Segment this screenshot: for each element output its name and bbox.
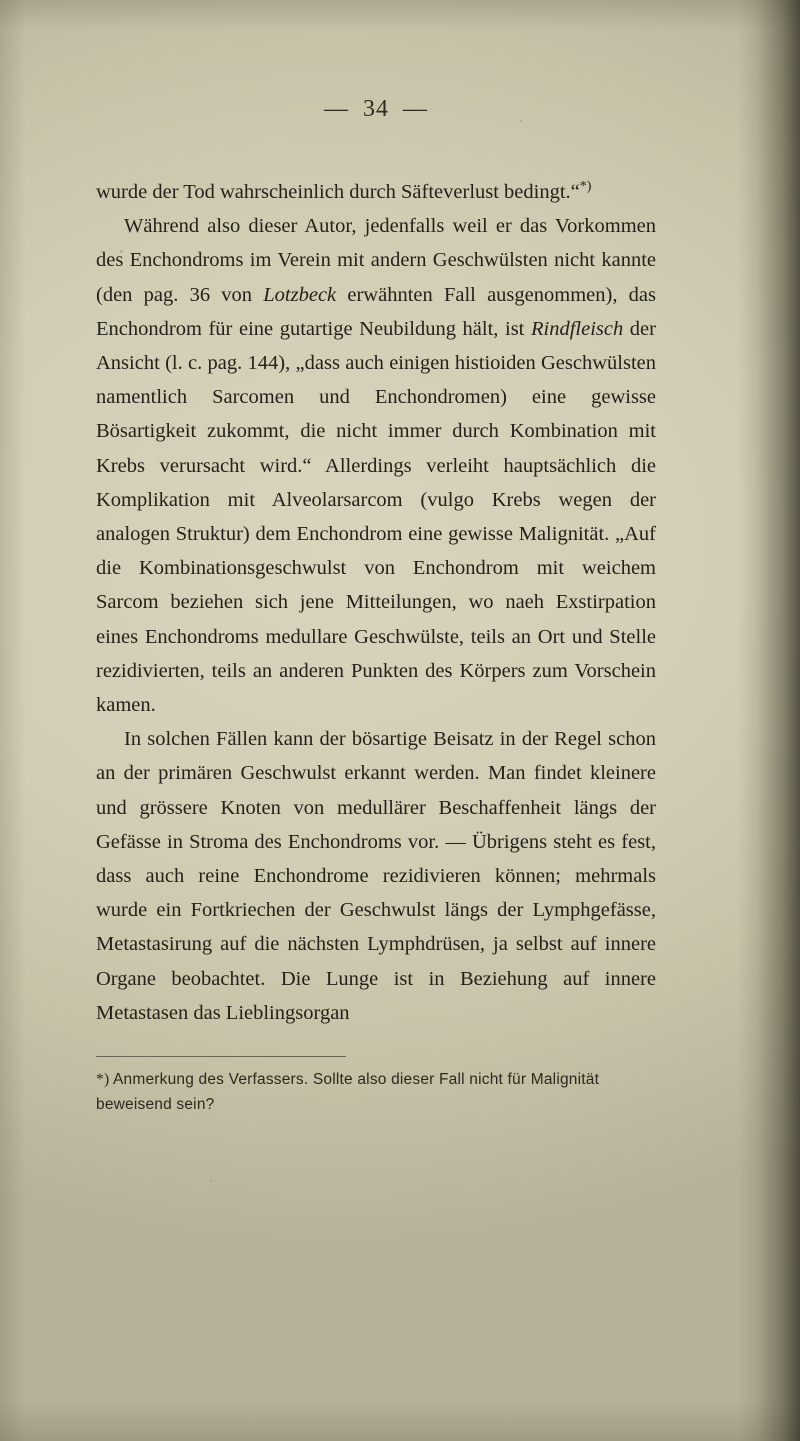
page-top-shadow xyxy=(0,0,800,30)
page-bottom-shadow xyxy=(0,1401,800,1441)
paragraph-2-mid2: der Ansicht (l. c. pag. 144), „dass auch einigen histioiden Geschwülsten namentlich Sarcomen und Enchondromen) eine gewisse Bösartigkeit zukommt, die nicht immer durch Kombination mit Krebs verursacht wird.“ Allerdings verleiht hauptsächlich die Komplikation mit Alveolarsarcom (vulgo Krebs wegen der analogen Struktur) dem Enchondrom eine gewisse Malignität. „Auf die Kombinationsgeschwulst von Enchondrom mit weichem Sarcom beziehen sich jene Mitteilungen, wo naeh Exstirpation eines Enchondroms medullare Geschwülste, teils an Ort und Stelle rezidivierten, teils an anderen Punkten des Körpers zum Vorschein kamen. xyxy=(96,317,656,717)
paragraph-3 xyxy=(96,722,656,1030)
paragraph-1 xyxy=(96,175,656,209)
paragraph-2-mid1: erwähnten Fall ausgenommen), das Enchondrom für eine gutartige Neubildung hält, ist xyxy=(96,283,656,340)
paragraph-3-text: In solchen Fällen kann der bösartige Beisatz in der Regel schon an der primären Geschwulst erkannt werden. Man findet kleinere und grössere Knoten von medullärer Beschaffenheit längs der Gefässe in Stroma des Enchondroms vor. — Übrigens steht es fest, dass auch reine Enchondrome rezidivieren können; mehrmals wurde ein Fortkriechen der Geschwulst längs der Lymphgefässe, Metastasirung auf die nächsten Lymphdrüsen, ja selbst auf innere Organe beobachtet. Die Lunge ist in Beziehung auf innere Metastasen das Lieblingsorgan xyxy=(96,728,656,1024)
citation-author-rindfleisch: Rindfleisch xyxy=(530,317,624,340)
folio-dash-right: — xyxy=(403,96,428,122)
page-binding-shadow xyxy=(738,0,800,1441)
page-left-shadow xyxy=(0,0,26,1441)
footnote-divider xyxy=(96,1056,346,1057)
paragraph-1-text: wurde der Tod wahrscheinlich durch Säfteverlust bedingt.“ xyxy=(96,181,580,203)
paper-speckle xyxy=(210,1180,212,1182)
page-content xyxy=(96,96,656,1117)
page-number: 34 xyxy=(363,96,389,122)
page-number-line xyxy=(96,96,656,123)
footnote-marker: *) xyxy=(96,1071,110,1089)
footnote xyxy=(96,1067,656,1117)
paragraph-2 xyxy=(96,209,656,722)
footnote-reference-marker: *) xyxy=(579,179,592,195)
folio-dash-left: — xyxy=(324,96,349,122)
paragraph-2-lead: Während also dieser Autor, jedenfalls weil er das Vorkommen des Enchondroms im Verein mit andern Geschwülsten nicht kannte (den pag. 36 von xyxy=(96,215,656,306)
footnote-text: Anmerkung des Verfassers. Sollte also dieser Fall nicht für Malignität beweisend sein? xyxy=(96,1071,600,1114)
citation-author-lotzbeck: Lotzbeck xyxy=(263,283,337,306)
